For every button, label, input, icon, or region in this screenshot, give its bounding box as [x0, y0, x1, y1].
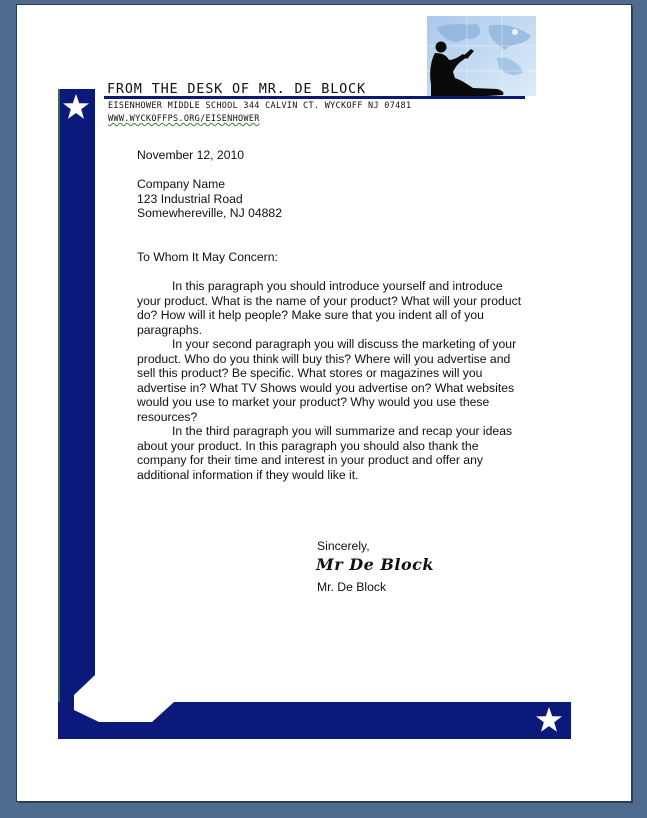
signature: Mr De Block — [316, 555, 434, 574]
letterhead-school-address: EISENHOWER MIDDLE SCHOOL 344 CALVIN CT. WYCKOFF NJ 07481 — [108, 101, 412, 111]
body-paragraph: In your second paragraph you will discuss the marketing of your product. Who do you think will buy this? Where will you advertise and sell this product? Be specific. What stores or magazines will you advertise in? What TV Shows would you advertise on? What websites would you use to market your product? Why would you use these resources? — [137, 337, 517, 424]
recipient-company: Company Name — [137, 177, 226, 191]
recipient-city-state-zip: Somewhereville, NJ 04882 — [137, 206, 282, 220]
star-icon — [61, 92, 91, 122]
letterhead-title: FROM THE DESK OF MR. DE BLOCK — [107, 81, 366, 97]
signer-name: Mr. De Block — [317, 580, 387, 594]
left-border-edge — [58, 89, 60, 739]
letter-date: November 12, 2010 — [137, 148, 245, 162]
letter-greeting: To Whom It May Concern: — [137, 250, 278, 264]
star-icon — [534, 705, 564, 735]
recipient-address — [137, 177, 282, 221]
letter-closing: Sincerely, — [317, 539, 370, 553]
recipient-street: 123 Industrial Road — [137, 191, 243, 206]
corner-cutout — [72, 630, 192, 725]
letter-body — [137, 279, 529, 482]
body-paragraph: In the third paragraph you will summarize and recap your ideas about your product. In this paragraph you should also thank the company for their time and interest in your product and offer any additional information if they would like it. — [137, 424, 513, 482]
body-paragraph: In this paragraph you should introduce yourself and introduce your product. What is the name of your product? What will your product do? How will it help people? Make sure that you indent all of you paragraphs. — [137, 279, 522, 337]
letter-page — [17, 5, 631, 801]
reader-silhouette-image — [427, 16, 536, 96]
letterhead-website-link[interactable]: WWW.WYCKOFFPS.ORG/EISENHOWER — [108, 114, 260, 124]
